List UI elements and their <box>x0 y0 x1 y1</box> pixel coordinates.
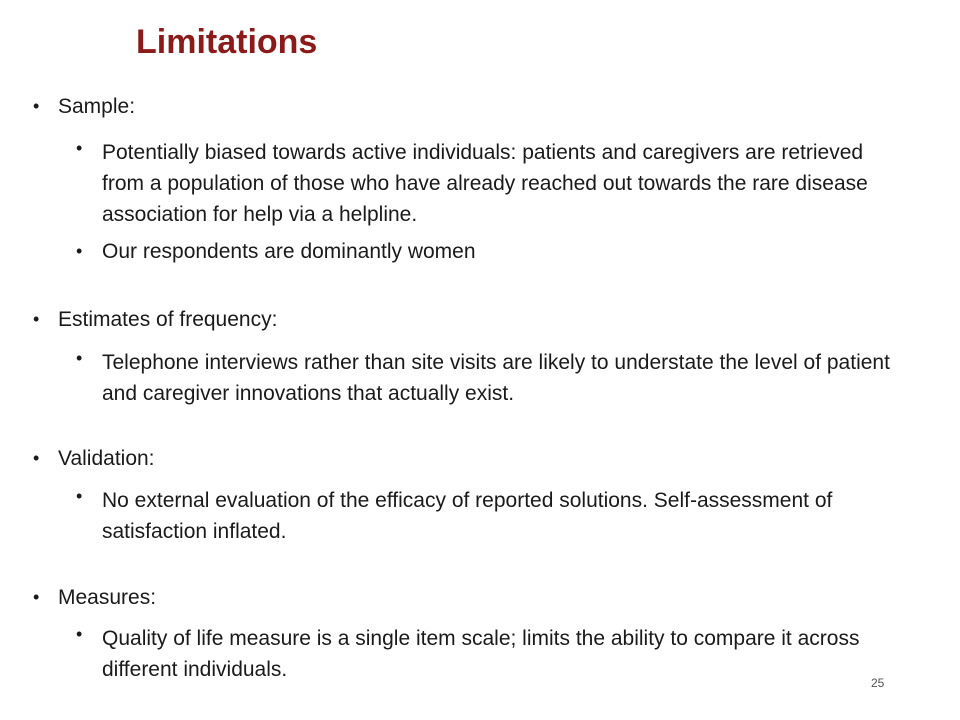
section-heading: Measures: <box>58 586 157 609</box>
list-item-text: Potentially biased towards active individuals: patients and caregivers are retrieved from a population of those who have already reached out towards the rare disease association for help via a helpline. <box>102 141 868 226</box>
section-heading: Validation: <box>58 447 155 470</box>
bullet-icon: • <box>76 138 83 158</box>
section-heading: Sample: <box>58 95 136 118</box>
section-heading: Estimates of frequency: <box>58 308 278 331</box>
list-item-text: Telephone interviews rather than site visits are likely to understate the level of patient and caregiver innovations that actually exist. <box>102 351 890 405</box>
bullet-icon: • <box>76 348 83 368</box>
list-item-text: Our respondents are dominantly women <box>102 240 476 263</box>
list-item-text: No external evaluation of the efficacy of reported solutions. Self-assessment of satisfaction inflated. <box>102 489 833 543</box>
bullet-icon: • <box>76 241 83 261</box>
bullet-icon: • <box>33 96 40 116</box>
bullet-icon: • <box>76 624 83 644</box>
bullet-icon: • <box>76 486 83 506</box>
bullet-icon: • <box>33 448 40 468</box>
bullet-icon: • <box>33 587 40 607</box>
list-item-text: Quality of life measure is a single item scale; limits the ability to compare it across different individuals. <box>102 627 860 681</box>
slide-title: Limitations <box>136 23 318 61</box>
bullet-icon: • <box>33 309 40 329</box>
page-number: 25 <box>871 676 885 690</box>
